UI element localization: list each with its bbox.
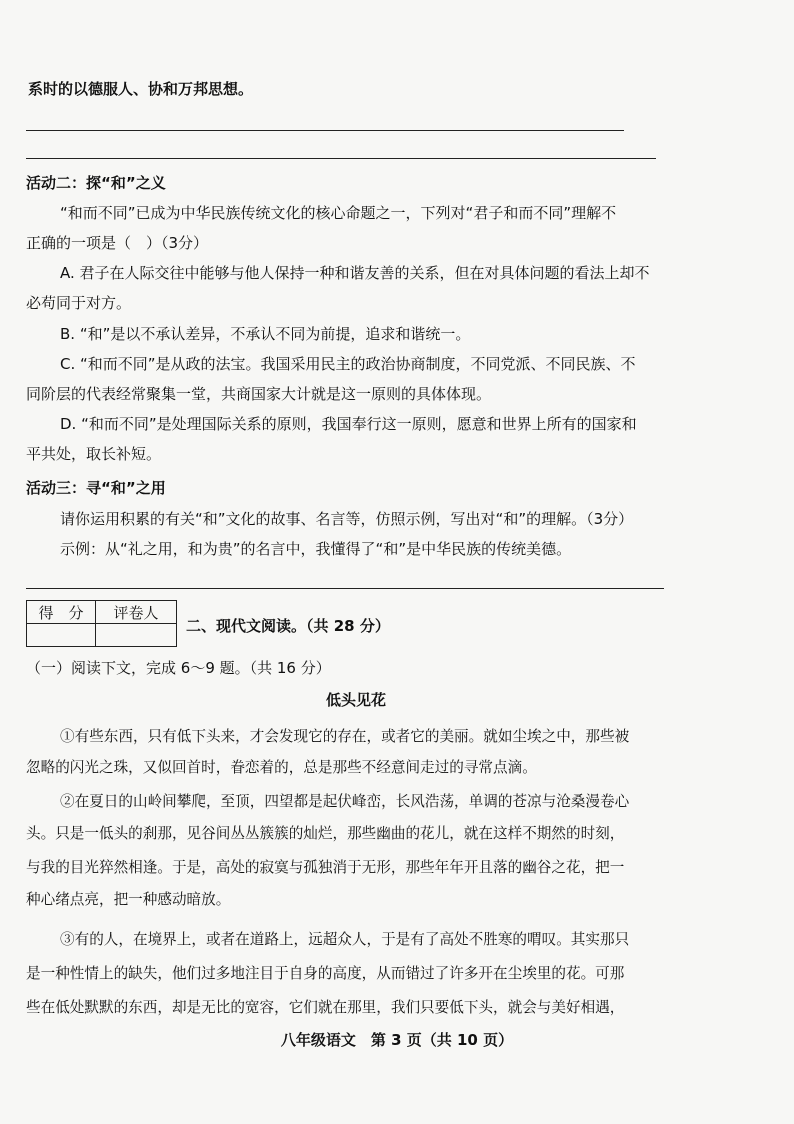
option-d: D. “和而不同”是处理国际关系的原则，我国奉行这一原则，愿意和世界上所有的国家和 (60, 415, 637, 433)
page-footer: 八年级语文 第 3 页（共 10 页） (280, 1031, 514, 1049)
option-a: A. 君子在人际交往中能够与他人保持一种和谐友善的关系，但在对具体问题的看法上却不 (60, 264, 650, 282)
option-c-cont: 同阶层的代表经常聚集一堂，共商国家大计就是这一原则的具体体现。 (26, 385, 492, 403)
answer-line-2 (26, 158, 656, 159)
section2-subsection: （一）阅读下文，完成 6～9 题。（共 16 分） (26, 659, 331, 677)
grader-label: 评卷人 (96, 601, 177, 624)
option-a-cont: 必苟同于对方。 (26, 294, 132, 312)
article-paragraph-3-cont: 是一种性情上的缺失，他们过多地注目于自身的高度，从而错过了许多开在尘埃里的花。可那 (26, 965, 625, 982)
activity3-example: 示例：从“礼之用，和为贵”的名言中，我懂得了“和”是中华民族的传统美德。 (60, 540, 572, 558)
article-paragraph-2: ②在夏日的山岭间攀爬，至顶，四望都是起伏峰峦，长风浩荡，单调的苍凉与沧桑漫卷心 (60, 793, 630, 810)
answer-line-3 (26, 588, 664, 589)
activity2-question: “和而不同”已成为中华民族传统文化的核心命题之一，下列对“君子和而不同”理解不 (60, 204, 617, 222)
article-paragraph-2-cont: 头。只是一低头的刹那，见谷间丛丛簇簇的灿烂，那些幽曲的花儿，就在这样不期然的时刻， (26, 825, 625, 842)
activity2-question-cont: 正确的一项是（ ）（3分） (26, 234, 209, 252)
article-paragraph-1: ①有些东西，只有低下头来，才会发现它的存在，或者它的美丽。就如尘埃之中，那些被 (60, 728, 630, 745)
option-d-cont: 平共处，取长补短。 (26, 445, 162, 463)
section2-title: 二、现代文阅读。（共 28 分） (186, 617, 390, 635)
option-c: C. “和而不同”是从政的法宝。我国采用民主的政治协商制度，不同党派、不同民族、不 (60, 355, 636, 373)
score-cell (27, 624, 96, 647)
score-box (26, 600, 177, 647)
article-paragraph-1-cont: 忽略的闪光之珠，又似回首时，眷恋着的，总是那些不经意间走过的寻常点滴。 (26, 759, 537, 776)
article-paragraph-2-cont: 与我的目光猝然相逢。于是，高处的寂寞与孤独消于无形，那些年年开且落的幽谷之花，把一 (26, 859, 625, 876)
answer-line-1 (26, 130, 624, 131)
article-paragraph-3-cont: 些在低处默默的东西，却是无比的宽容，它们就在那里，我们只要低下头，就会与美好相遇， (26, 999, 625, 1016)
article-title: 低头见花 (326, 691, 387, 709)
score-label: 得 分 (27, 601, 96, 624)
top-line: 系时的以德服人、协和万邦思想。 (28, 80, 254, 98)
option-b: B. “和”是以不承认差异，不承认不同为前提，追求和谐统一。 (60, 325, 471, 343)
article-paragraph-2-cont: 种心绪点亮，把一种感动暗放。 (26, 891, 231, 908)
activity3-heading: 活动三：寻“和”之用 (26, 479, 166, 497)
article-paragraph-3: ③有的人，在境界上，或者在道路上，远超众人，于是有了高处不胜寒的喟叹。其实那只 (60, 931, 630, 948)
activity3-prompt: 请你运用积累的有关“和”文化的故事、名言等，仿照示例，写出对“和”的理解。（3分） (60, 510, 634, 528)
grader-cell (96, 624, 177, 647)
activity2-heading: 活动二：探“和”之义 (26, 174, 166, 192)
